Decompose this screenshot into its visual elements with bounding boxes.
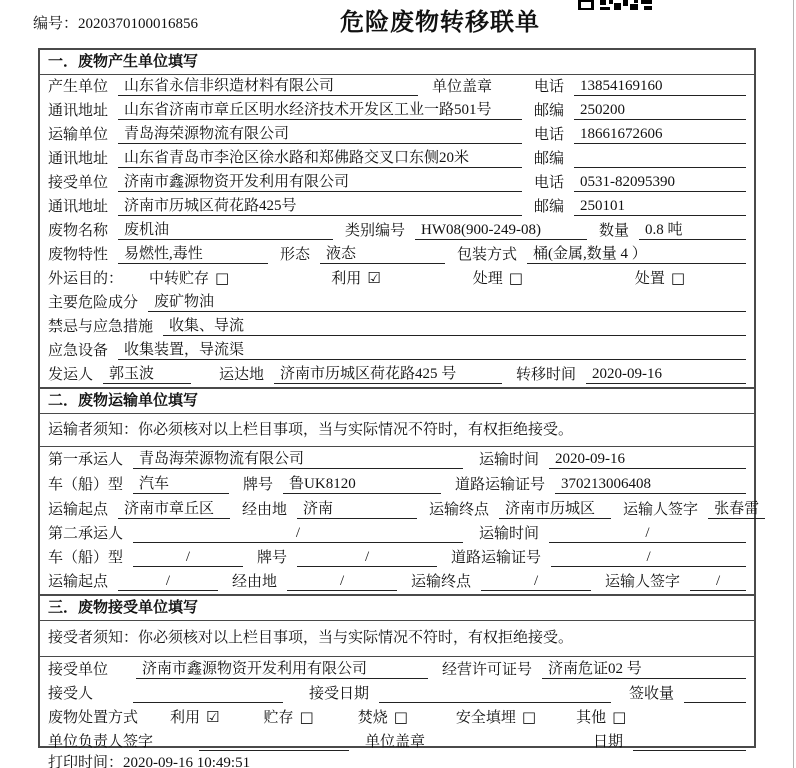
responsible-sign-label: 单位负责人签字: [48, 734, 154, 750]
transporter-value: 青岛海荣源物流有限公司: [118, 122, 522, 144]
producer-value: 山东省永信非织造材料有限公司: [118, 74, 418, 96]
print-time-value: 2020-09-16 10:49:51: [123, 755, 251, 768]
receiver-address-label: 通讯地址: [48, 199, 109, 215]
route2-end-label: 运输终点: [411, 574, 472, 590]
producer-address-value: 山东省济南市章丘区明水经济技术开发区工业一路501号: [118, 98, 522, 120]
permit2-label: 道路运输证号: [451, 550, 542, 566]
row-emergency-measures: [40, 315, 754, 339]
acceptor-value: [133, 686, 283, 703]
checkbox-treat: □: [508, 269, 523, 287]
route2-end-value: /: [481, 573, 591, 591]
route1-end-label: 运输终点: [429, 502, 490, 518]
license-label: 经营许可证号: [442, 662, 533, 678]
section1-title: 一．废物产生单位填写: [40, 50, 754, 75]
waste-code-value: HW08(900-249-08): [415, 222, 587, 240]
permit2-value: /: [551, 549, 746, 567]
transporter-address-value: 山东省青岛市李沧区徐水路和郑佛路交叉口东侧20米: [118, 146, 522, 168]
permit1-label: 道路运输证号: [455, 477, 546, 493]
second-carrier-label: 第二承运人: [48, 526, 124, 542]
waste-form-value: 液态: [320, 242, 445, 264]
license-value: 济南危证02 号: [542, 657, 746, 679]
producer-zip-value: 250200: [574, 102, 746, 120]
transfer-time-label: 转移时间: [516, 367, 577, 383]
row-disposal-method: [40, 706, 754, 730]
row-waste-name: [40, 219, 754, 243]
waste-name-value: 废机油: [118, 218, 333, 240]
route1-sign-label: 运输人签字: [623, 502, 699, 518]
row-route1: [40, 497, 760, 522]
route1-origin-value: 济南市章丘区: [118, 497, 230, 519]
transport-time2-label: 运输时间: [479, 526, 540, 542]
waste-qty-label: 数量: [599, 223, 630, 239]
producer-label: 产生单位: [48, 79, 109, 95]
serial-value: 2020370100016856: [78, 16, 199, 32]
row-transfer-purpose: [40, 267, 754, 291]
serial-label: 编号：: [33, 16, 79, 32]
receiver-label: 接受单位: [48, 175, 109, 191]
producer-tel-label: 电话: [534, 79, 565, 95]
unit-stamp-label: 单位盖章: [432, 79, 493, 95]
waste-prop-label: 废物特性: [48, 247, 109, 263]
second-carrier-value: /: [133, 525, 463, 543]
row-transporter-address: [40, 147, 754, 171]
sign-date-value: [633, 734, 746, 751]
row-dispatcher: [40, 363, 754, 387]
row-route2: [40, 570, 754, 594]
dispatcher-value: 郭玉波: [103, 362, 191, 384]
route1-origin-label: 运输起点: [48, 502, 109, 518]
transporter-tel-value: 18661672606: [574, 126, 746, 144]
waste-prop-value: 易燃性,毒性: [118, 242, 268, 264]
route1-via-label: 经由地: [242, 502, 288, 518]
page-title: 危险废物转移联单: [340, 10, 540, 36]
print-time: [48, 751, 250, 768]
disposal-option-utilize: 利用 ☑: [170, 708, 220, 726]
unit-stamp2-label: 单位盖章: [365, 734, 426, 750]
transfer-time-value: 2020-09-16: [586, 366, 746, 384]
route2-origin-label: 运输起点: [48, 574, 109, 590]
responsible-sign-value: [199, 734, 349, 751]
receiver-zip-label: 邮编: [534, 199, 565, 215]
receiver-value: 济南市鑫源物资开发利用有限公司: [118, 170, 522, 192]
transporter-label: 运输单位: [48, 127, 109, 143]
emergency-label: 禁忌与应急措施: [48, 319, 154, 335]
transporter-zip-value: [574, 151, 746, 168]
checkbox-disposal-incinerate: □: [393, 708, 408, 726]
section3-title: 三．废物接受单位填写: [40, 594, 754, 621]
equipment-value: 收集装置，导流渠: [118, 338, 746, 360]
receiver-zip-value: 250101: [574, 198, 746, 216]
plate2-value: /: [297, 549, 437, 567]
section2-title: 二．废物运输单位填写: [40, 387, 754, 414]
emergency-value: 收集、导流: [163, 314, 746, 336]
destination-value: 济南市历城区荷花路425 号: [274, 362, 502, 384]
receiver-notice: 接受者须知：你必须核对以上栏目事项，当与实际情况不符时，有权拒绝接受。: [40, 621, 754, 657]
row-first-carrier: [40, 447, 754, 472]
route2-origin-value: /: [118, 573, 218, 591]
row-second-carrier: [40, 522, 754, 546]
disposal-option-landfill: 安全填埋 □: [455, 708, 537, 726]
permit1-value: 370213006408: [555, 476, 746, 494]
checkbox-disposal-landfill: □: [521, 708, 537, 726]
row-receiver-address: [40, 195, 754, 219]
equipment-label: 应急设备: [48, 343, 109, 359]
route2-via-label: 经由地: [232, 574, 278, 590]
plate1-value: 鲁UK8120: [283, 472, 441, 494]
waste-name-label: 废物名称: [48, 223, 109, 239]
hazard-value: 废矿物油: [148, 290, 746, 312]
vehicle1-type-value: 汽车: [133, 472, 229, 494]
transporter-zip-label: 邮编: [534, 151, 565, 167]
transporter-tel-label: 电话: [534, 127, 565, 143]
transport-time2-value: /: [549, 525, 746, 543]
route2-sign-label: 运输人签字: [605, 574, 681, 590]
hazard-label: 主要危险成分: [48, 295, 139, 311]
waste-form-label: 形态: [280, 247, 311, 263]
accept-date-label: 接受日期: [309, 686, 370, 702]
disposal-label: 废物处置方式: [48, 710, 139, 726]
row-waste-properties: [40, 243, 754, 267]
receiving-unit-value: 济南市鑫源物资开发利用有限公司: [136, 657, 428, 679]
row-producer-address: [40, 99, 754, 123]
dispatcher-label: 发运人: [48, 367, 94, 383]
first-carrier-value: 青岛海荣源物流有限公司: [133, 447, 463, 469]
purpose-option-utilize: 利用 ☑: [331, 269, 381, 287]
vehicle2-type-label: 车（船）型: [48, 550, 124, 566]
checkbox-dispose: □: [670, 269, 686, 287]
sign-date-label: 日期: [593, 734, 624, 750]
row-receiving-unit: [40, 657, 754, 682]
packing-value: 桶(金属,数量 4 ）: [527, 242, 746, 264]
route1-end-value: 济南市历城区: [499, 497, 611, 519]
qr-code-fragment: [578, 0, 652, 10]
waste-qty-value: 0.8 吨: [639, 218, 746, 240]
checkbox-utilize: ☑: [367, 269, 381, 287]
route2-via-value: /: [287, 573, 397, 591]
plate1-label: 牌号: [243, 477, 274, 493]
receiver-address-value: 济南市历城区荷花路425号: [118, 194, 522, 216]
purpose-option-treat: 处理 □: [472, 269, 523, 287]
transporter-address-label: 通讯地址: [48, 151, 109, 167]
row-transporter: [40, 123, 754, 147]
receiver-tel-label: 电话: [534, 175, 565, 191]
page-edge-divider: [793, 0, 794, 768]
waste-code-label: 类别编号: [345, 223, 406, 239]
row-vehicle2: [40, 546, 754, 570]
first-carrier-label: 第一承运人: [48, 452, 124, 468]
row-producer: [40, 75, 754, 99]
packing-label: 包装方式: [457, 247, 518, 263]
checkbox-disposal-store: □: [299, 708, 314, 726]
transport-time1-label: 运输时间: [479, 452, 540, 468]
purpose-label: 外运目的：: [48, 271, 124, 287]
route1-via-value: 济南: [297, 497, 417, 519]
checkbox-disposal-other: □: [612, 708, 627, 726]
purpose-option-dispose: 处置 □: [634, 269, 686, 287]
purpose-option-storage: 中转贮存 □: [149, 269, 230, 287]
disposal-option-incinerate: 焚烧 □: [357, 708, 408, 726]
disposal-option-other: 其他 □: [576, 708, 627, 726]
producer-tel-value: 13854169160: [574, 78, 746, 96]
received-qty-value: [684, 686, 746, 703]
manifest-form: [38, 48, 760, 750]
producer-address-label: 通讯地址: [48, 103, 109, 119]
row-acceptor: [40, 682, 754, 706]
checkbox-storage: □: [215, 269, 230, 287]
vehicle1-type-label: 车（船）型: [48, 477, 124, 493]
disposal-option-store: 贮存 □: [263, 708, 314, 726]
transport-time1-value: 2020-09-16: [549, 451, 746, 469]
transporter-notice: 运输者须知：你必须核对以上栏目事项，当与实际情况不符时，有权拒绝接受。: [40, 414, 754, 447]
producer-zip-label: 邮编: [534, 103, 565, 119]
accept-date-value: [379, 686, 611, 703]
received-qty-label: 签收量: [629, 686, 675, 702]
destination-label: 运达地: [219, 367, 265, 383]
receiving-unit-label: 接受单位: [48, 662, 109, 678]
receiver-tel-value: 0531-82095390: [574, 174, 746, 192]
row-receiver: [40, 171, 754, 195]
checkbox-disposal-utilize: ☑: [206, 708, 220, 726]
route2-sign-value: /: [690, 573, 746, 591]
plate2-label: 牌号: [257, 550, 288, 566]
row-hazard-components: [40, 291, 754, 315]
row-emergency-equipment: [40, 339, 754, 363]
acceptor-label: 接受人: [48, 686, 94, 702]
row-vehicle1: [40, 472, 754, 497]
route1-sign-value: 张春雷: [708, 497, 765, 519]
print-time-label: 打印时间：: [48, 755, 124, 768]
vehicle2-type-value: /: [133, 549, 243, 567]
